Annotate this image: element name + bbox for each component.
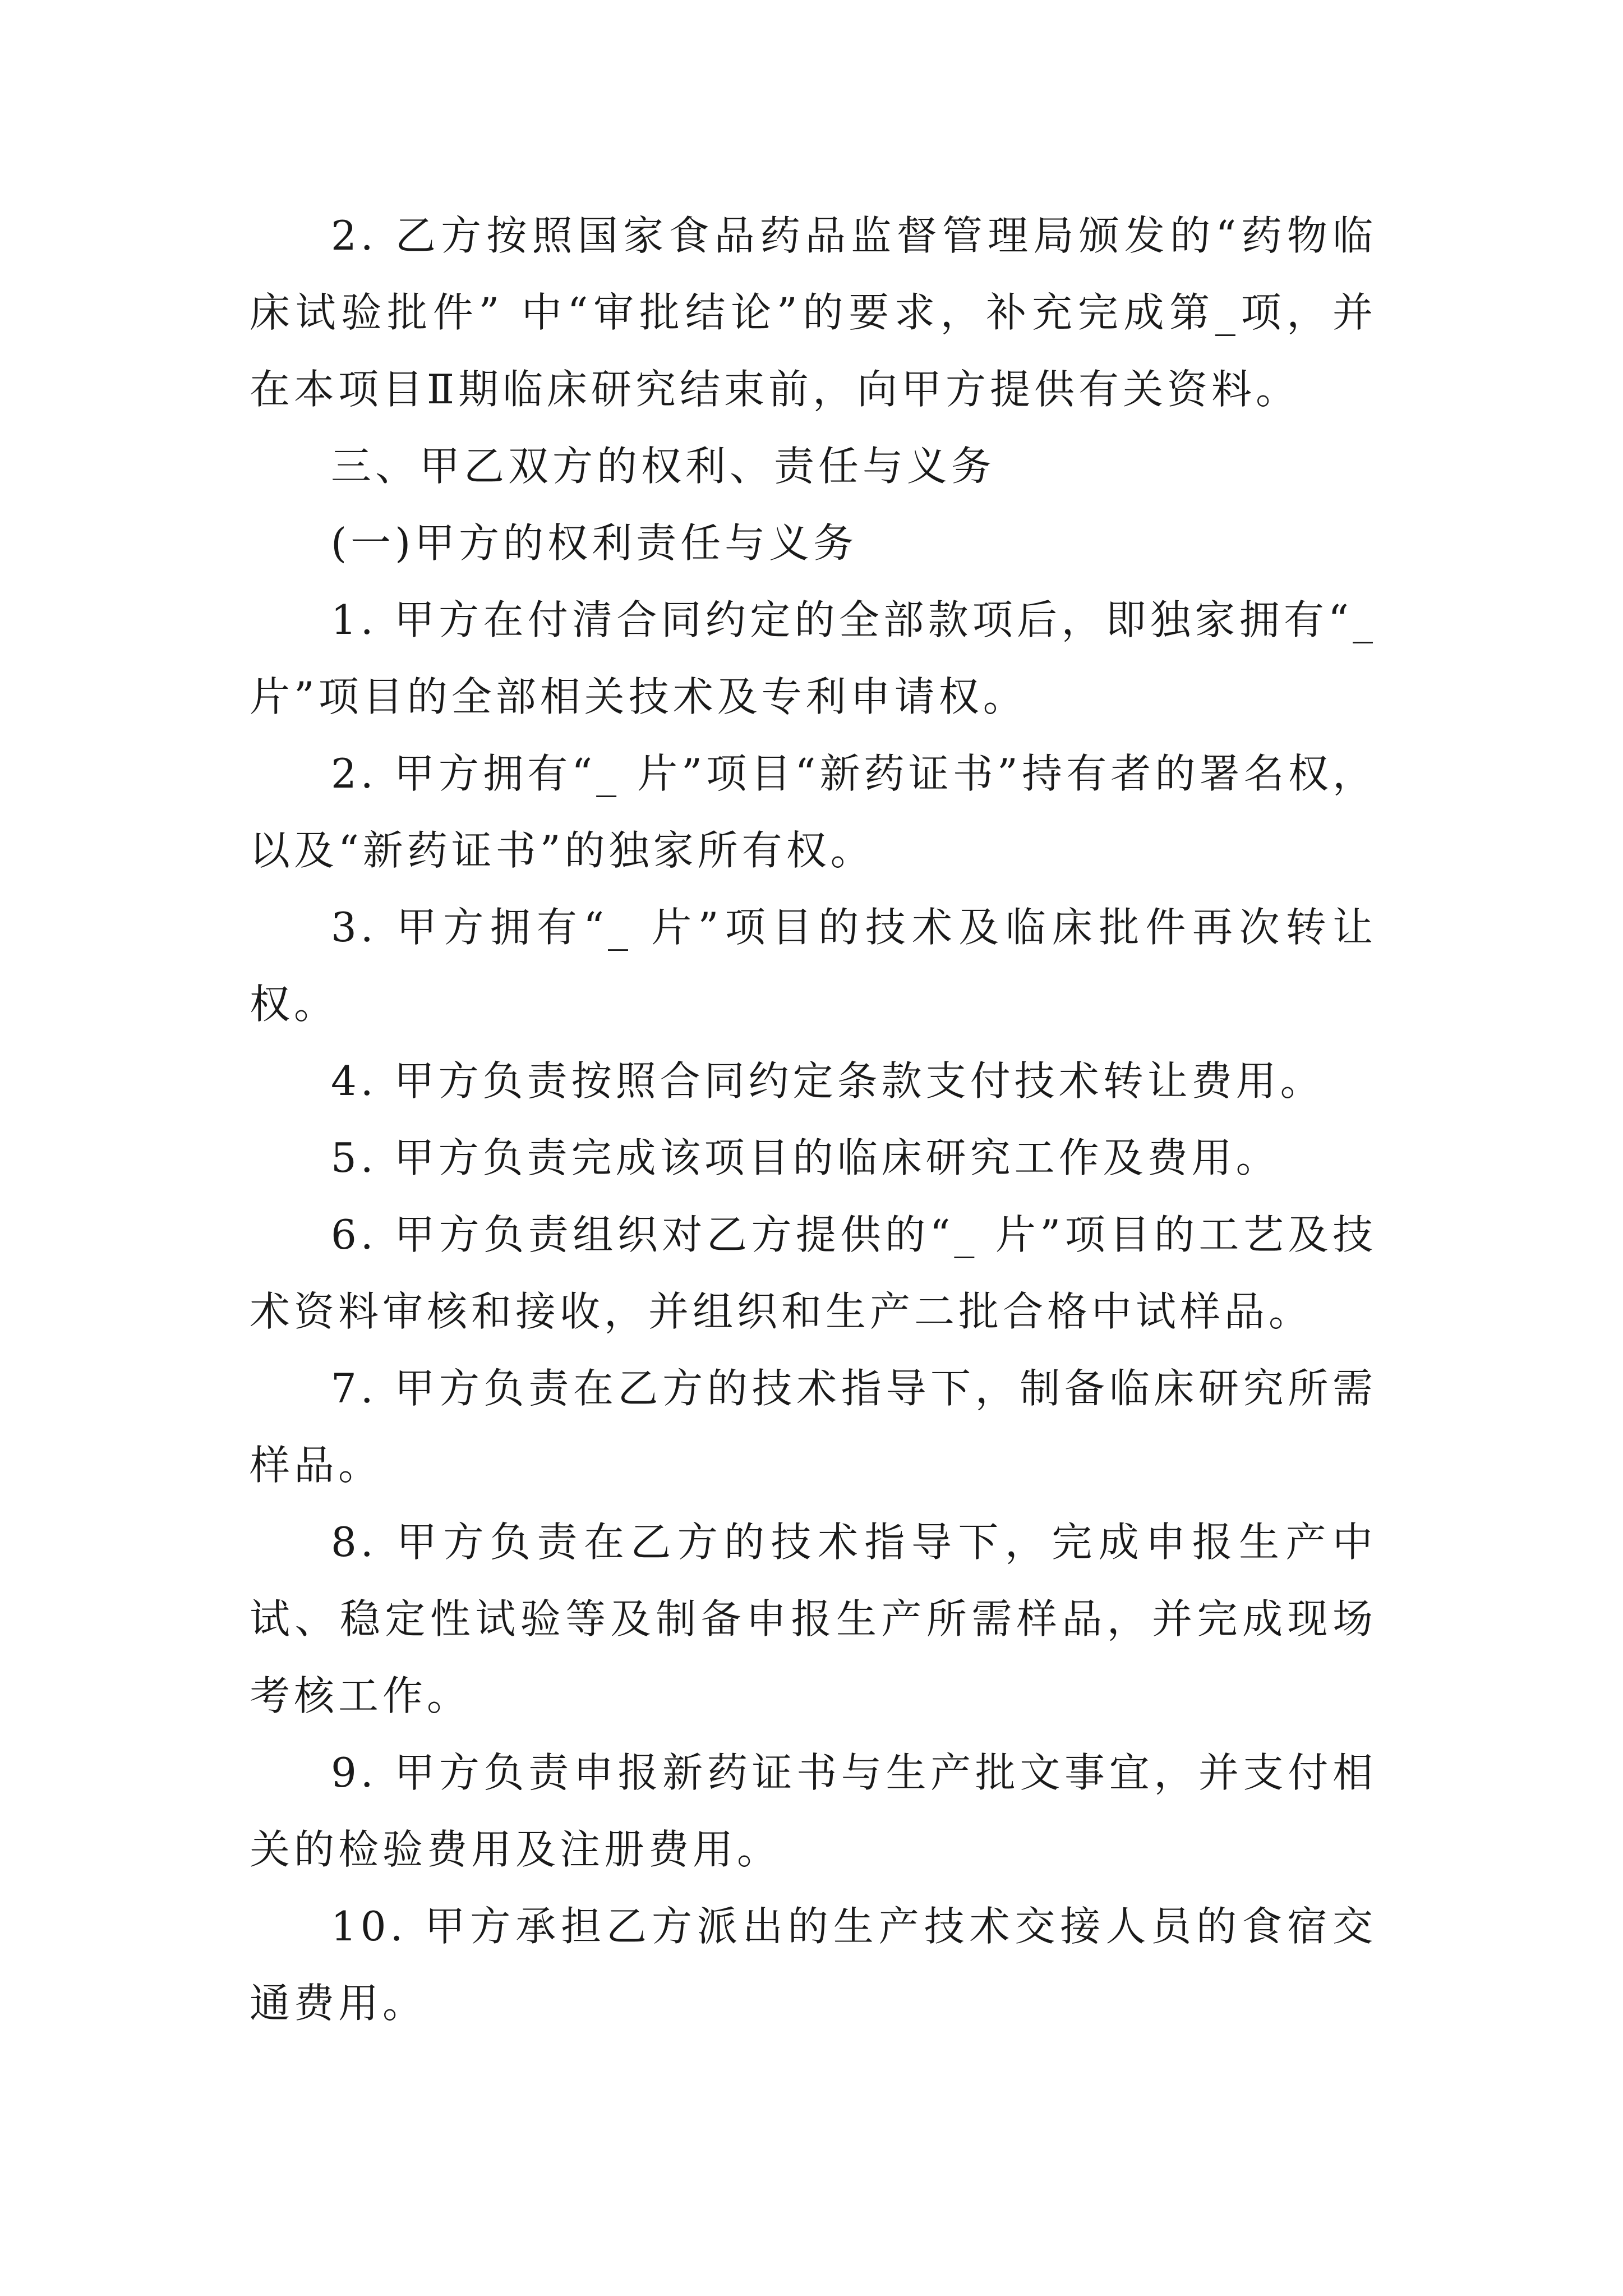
paragraph-item-6: 6. 甲方负责组织对乙方提供的“_ 片”项目的工艺及技术资料审核和接收，并组织和生产二批合格中试样品。 [250,1211,1377,1335]
paragraph-item-4: 4. 甲方负责按照合同约定条款支付技术转让费用。 [331,1057,1325,1105]
paragraph-item-1: 1. 甲方在付清合同约定的全部款项后，即独家拥有“_片”项目的全部相关技术及专利申请权。 [250,596,1377,720]
paragraph-item-3: 3. 甲方拥有“_ 片”项目的技术及临床批件再次转让权。 [250,904,1377,1028]
section-heading-rights-duties: 三、甲乙双方的权利、责任与义务 [331,443,996,490]
document-body [250,197,1377,2042]
paragraph-item-5: 5. 甲方负责完成该项目的临床研究工作及费用。 [331,1134,1280,1181]
paragraph-item-8: 8. 甲方负责在乙方的技术指导下，完成申报生产中试、稳定性试验等及制备申报生产所需样品，并完成现场考核工作。 [250,1519,1377,1719]
paragraph-item-9: 9. 甲方负责申报新药证书与生产批文事宜，并支付相关的检验费用及注册费用。 [250,1749,1377,1873]
paragraph-item-2: 2. 甲方拥有“_ 片”项目“新药证书”持有者的署名权，以及“新药证书”的独家所有权。 [250,750,1377,874]
paragraph-item-10: 10. 甲方承担乙方派出的生产技术交接人员的食宿交通费用。 [250,1903,1377,2027]
paragraph-item-2-supplement: 2. 乙方按照国家食品药品监督管理局颁发的“药物临床试验批件” 中“审批结论”的要求，补充完成第_项，并在本项目Ⅱ期临床研究结束前，向甲方提供有关资料。 [250,212,1377,413]
subsection-heading-party-a: (一)甲方的权利责任与义务 [331,519,858,567]
paragraph-item-7: 7. 甲方负责在乙方的技术指导下，制备临床研究所需样品。 [250,1365,1377,1489]
